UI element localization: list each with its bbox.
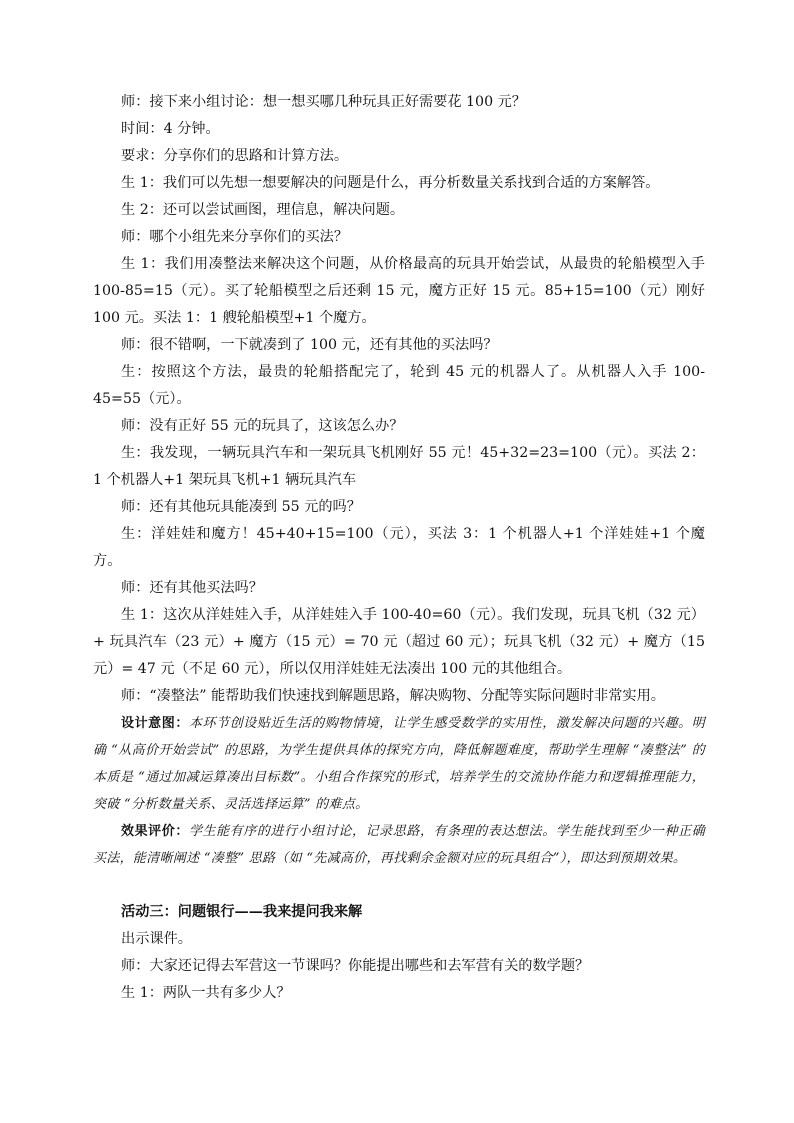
teacher-summary: 师：“凑整法” 能帮助我们快速找到解题思路，解决购物、分配等实际问题时非常实用。 [121, 688, 665, 704]
teacher-question-other: 师：还有其他玩具能凑到 55 元的吗？ [121, 499, 361, 515]
design-intent-text: 本环节创设贴近生活的购物情境，让学生感受数学的实用性，激发解决问题的兴趣。明确 “从高价开始尝试” 的思路，为学生提供具体的探究方向，降低解题难度，帮助学生理解 “凑整法” 的本质是 “通过加减运算凑出目标数”。小组合作探究的形式，培养学生的交流协作能力和逻辑推理能力，突破 “分析数量关系、灵活选择运算” 的难点。 [93, 716, 705, 812]
document-body [93, 89, 705, 1007]
effect-evaluation-label: 效果评价： [121, 824, 189, 839]
teacher-praise: 师：很不错啊，一下就凑到了 100 元，还有其他的买法吗？ [121, 337, 498, 353]
requirement-line: 要求：分享你们的思路和计算方法。 [121, 148, 349, 164]
student2-idea: 生 2：还可以尝试画图，理信息，解决问题。 [121, 202, 405, 218]
section-spacer [93, 872, 705, 899]
activity3-line-1: 出示课件。 [121, 931, 192, 947]
activity3-line-2: 师：大家还记得去军营这一节课吗？你能提出哪些和去军营有关的数学题？ [121, 958, 590, 974]
effect-evaluation [93, 818, 705, 872]
design-intent-label: 设计意图： [121, 716, 189, 731]
student-method-3: 生：洋娃娃和魔方！45+40+15=100（元），买法 3：1 个机器人+1 个洋娃娃+1 个魔方。 [93, 526, 705, 569]
effect-evaluation-text: 学生能有序的进行小组讨论，记录思路，有条理的表达想法。学生能找到至少一种正确买法，能清晰阐述 “凑整” 思路（如 “先减高价，再找剩余金额对应的玩具组合”），即达到预期效果。 [93, 824, 705, 866]
student-method-robot: 生：按照这个方法，最贵的轮船搭配完了，轮到 45 元的机器人了。从机器人入手 100-45=55（元）。 [93, 364, 705, 407]
student-method-2: 生：我发现，一辆玩具汽车和一架玩具飞机刚好 55 元！45+32=23=100（元）。买法 2：1 个机器人+1 架玩具飞机+1 辆玩具汽车 [93, 445, 705, 488]
student1-doll-analysis: 生 1：这次从洋娃娃入手，从洋娃娃入手 100-40=60（元）。我们发现，玩具飞机（32 元）+ 玩具汽车（23 元）+ 魔方（15 元）= 70 元（超过 60 元）；玩具飞机（32 元）+ 魔方（15 元）= 47 元（不足 60 元），所以仅用洋娃娃无法凑出 100 元的其他组合。 [93, 607, 705, 677]
activity3-line-3: 生 1：两队一共有多少人？ [121, 985, 291, 1001]
student1-idea: 生 1：我们可以先想一想要解决的问题是什么，再分析数量关系找到合适的方案解答。 [121, 175, 660, 191]
time-line: 时间：4 分钟。 [121, 121, 220, 137]
design-intent [93, 710, 705, 818]
student1-method-1: 生 1：我们用凑整法来解决这个问题，从价格最高的玩具开始尝试，从最贵的轮船模型入手 100-85=15（元）。买了轮船模型之后还剩 15 元，魔方正好 15 元。85+15=100（元）刚好 100 元。买法 1：1 艘轮船模型+1 个魔方。 [93, 256, 705, 326]
teacher-question-55: 师：没有正好 55 元的玩具了，这该怎么办？ [121, 418, 404, 434]
teacher-prompt-group-discussion: 师：接下来小组讨论：想一想买哪几种玩具正好需要花 100 元？ [121, 94, 526, 110]
activity3-title: 活动三：问题银行——我来提问我来解 [121, 904, 363, 920]
teacher-ask-share: 师：哪个小组先来分享你们的买法？ [121, 229, 349, 245]
teacher-question-more: 师：还有其他买法吗？ [121, 580, 263, 596]
